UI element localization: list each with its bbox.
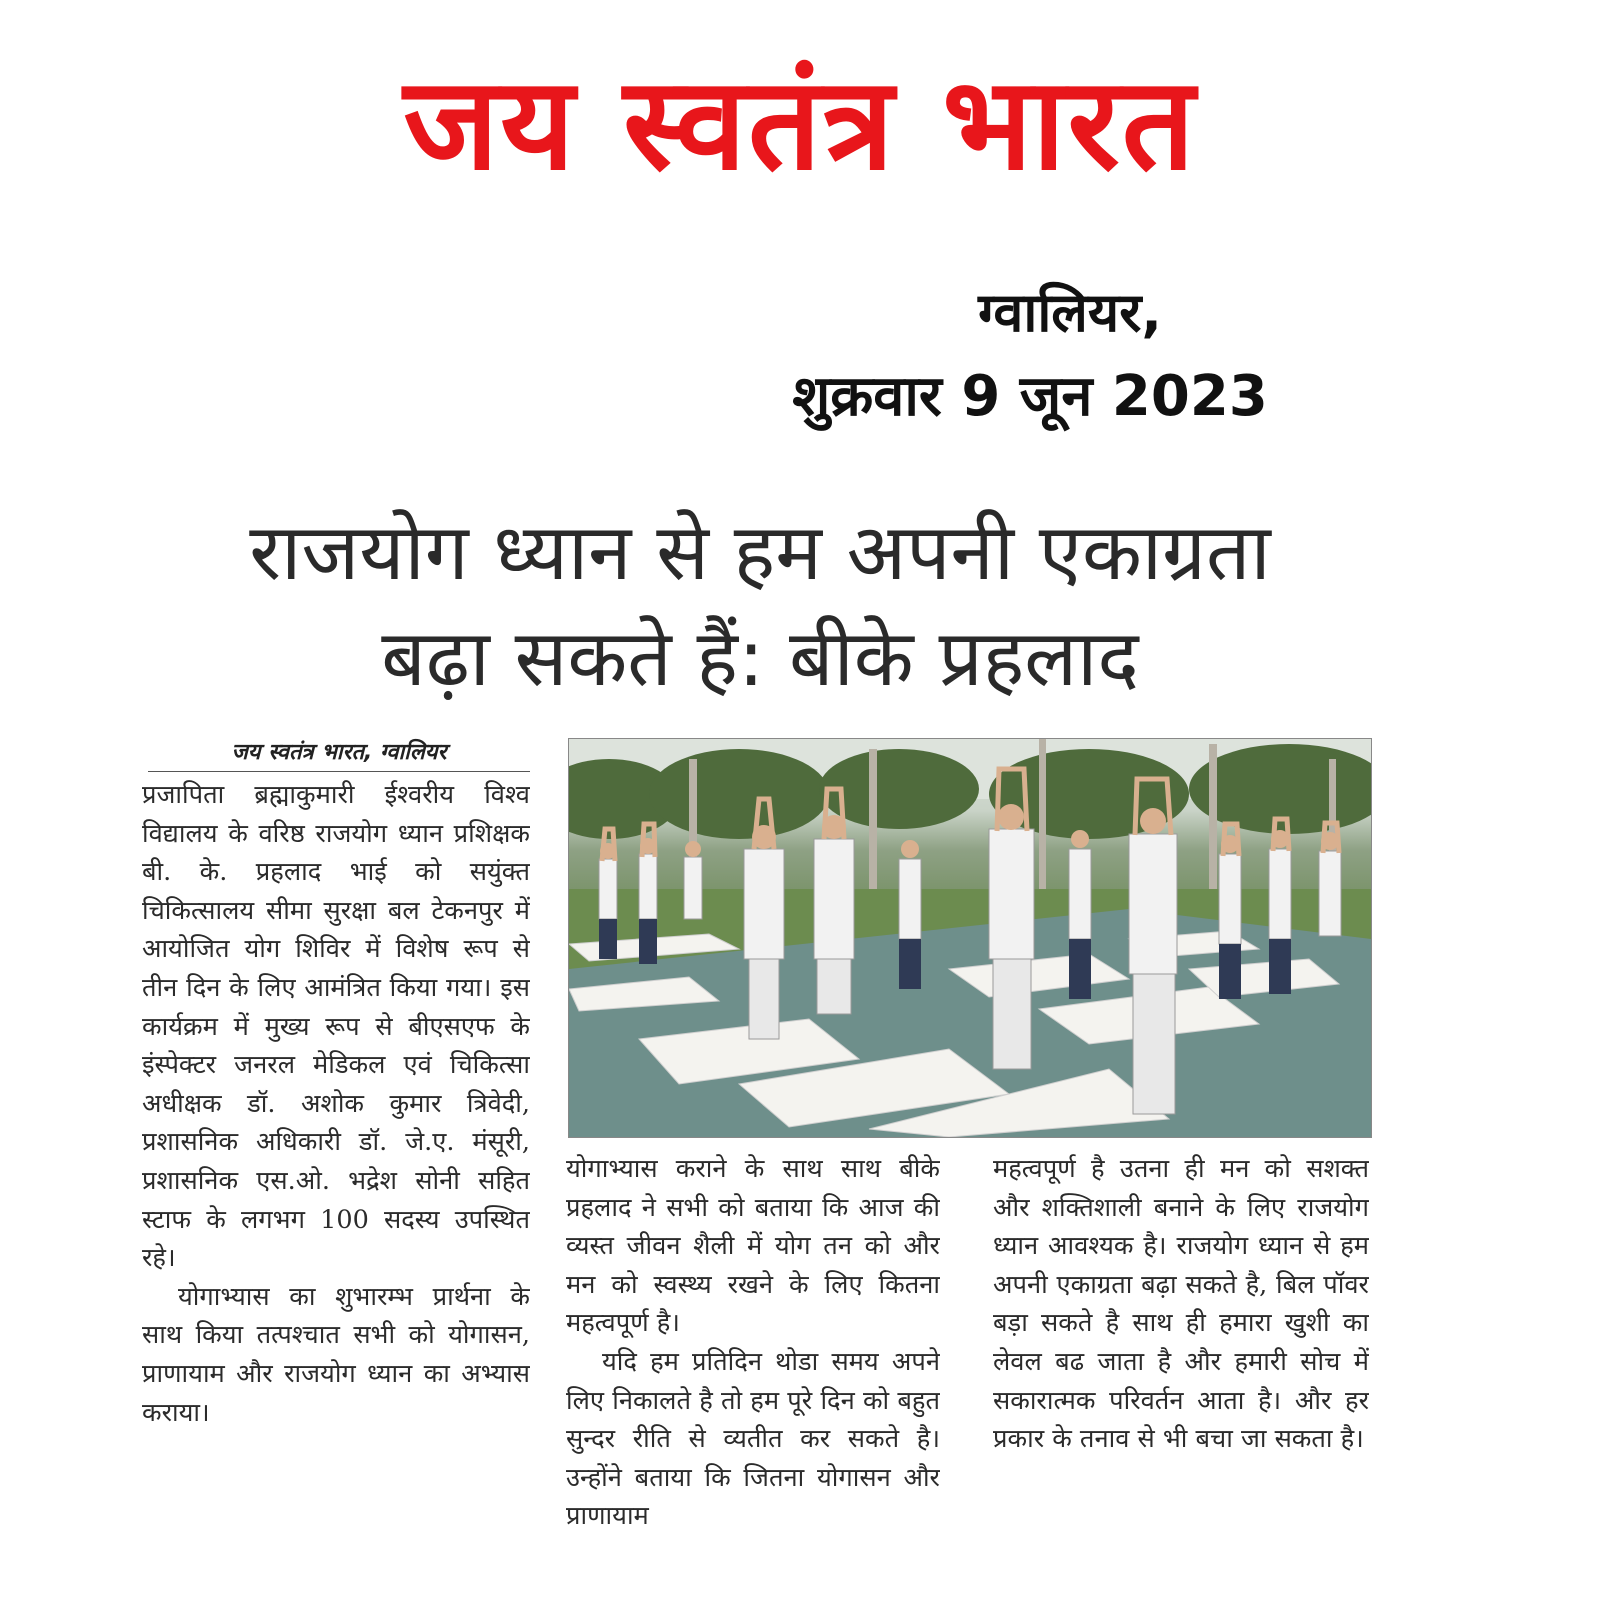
article-column-1 [142,776,530,1576]
column-2-paragraph-2: यदि हम प्रतिदिन थोडा समय अपने लिए निकालते है तो हम पूरे दिन को बहुत सुन्दर रीति से व्यतीत कर सकते है। उन्होंने बताया कि जितना योगासन और प्राणायाम [566,1346,940,1532]
column-1-paragraph-1: प्रजापिता ब्रह्माकुमारी ईश्वरीय विश्व विद्यालय के वरिष्ठ राजयोग ध्यान प्रशिक्षक बी. के. प्रहलाद भाई को सयुंक्त चिकित्सालय सीमा सुरक्षा बल टेकनपुर में आयोजित योग शिविर में विशेष रूप से तीन दिन के लिए आमंत्रित किया गया। इस कार्यक्रम में मुख्य रूप से बीएसएफ के इंस्पेक्टर जनरल मेडिकल एवं चिकित्सा अधीक्षक डॉ. अशोक कुमार त्रिवेदी, प्रशासनिक अधिकारी डॉ. जे.ए. मंसूरी, प्रशासनिक एस.ओ. भद्रेश सोनी सहित स्टाफ के लगभग 100 सदस्य उपस्थित रहे। [142,780,530,1274]
yoga-photo-illustration [569,739,1371,1137]
yoga-session-photo [568,738,1372,1138]
headline-line-1: राजयोग ध्यान से हम अपनी एकाग्रता [249,508,1271,598]
headline-line-2: बढ़ा सकते हैं: बीके प्रहलाद [381,614,1139,704]
column-1-paragraph-2: योगाभ्यास का शुभारम्भ प्रार्थना के साथ किया तत्पश्चात सभी को योगासन, प्राणायाम और राजयोग ध्यान का अभ्यास कराया। [142,1281,530,1428]
article-byline: जय स्वतंत्र भारत, ग्वालियर [148,738,530,772]
column-2-paragraph-1: योगाभ्यास कराने के साथ साथ बीके प्रहलाद ने सभी को बताया कि आज की व्यस्त जीवन शैली में योग तन को और मन को स्वस्थ्य रखने के लिए कितना महत्वपूर्ण है। [566,1154,940,1339]
article-headline [120,500,1400,712]
article-column-2 [566,1150,940,1580]
article-column-3 [993,1150,1369,1580]
newspaper-masthead: जय स्वतंत्र भारत [403,50,1197,199]
dateline-city: ग्वालियर, [978,281,1162,344]
column-3-paragraph-1: महत्वपूर्ण है उतना ही मन को सशक्त और शक्तिशाली बनाने के लिए राजयोग ध्यान आवश्यक है। राजयोग ध्यान से हम अपनी एकाग्रता बढ़ा सकते है, बिल पॉवर बड़ा सकते है साथ ही हमारा खुशी का लेवल बढ जाता है और हमारी सोच में सकारात्मक परिवर्तन आता है। और हर प्रकार के तनाव से भी बचा जा सकता है। [993,1154,1369,1455]
dateline-date: शुक्रवार 9 जून 2023 [792,364,1268,429]
